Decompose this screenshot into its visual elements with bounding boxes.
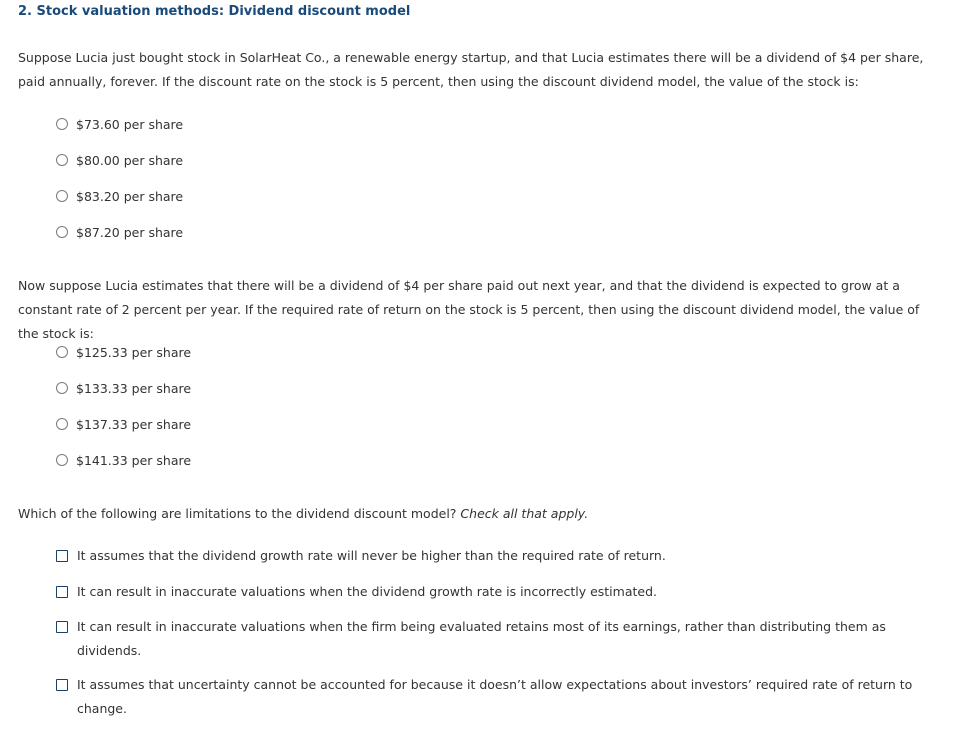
option-label: It can result in inaccurate valuations when the dividend growth rate is incorrectly estimated. xyxy=(77,584,657,599)
option-label: $133.33 per share xyxy=(76,380,192,396)
part1-prompt: Suppose Lucia just bought stock in SolarHeat Co., a renewable energy startup, and that Lucia estimates there will be a dividend of $4 per share, paid annually, forever. If the discount rate on the stock is 5 percent, then using the discount dividend model, the value of the stock is: xyxy=(18,50,924,89)
radio-button[interactable] xyxy=(56,454,68,466)
part3-prompt xyxy=(18,502,933,526)
radio-button[interactable] xyxy=(56,154,68,166)
part2-option-3[interactable] xyxy=(56,415,191,433)
part2-option-2[interactable] xyxy=(56,379,191,397)
part1-option-4[interactable] xyxy=(56,223,183,241)
part2-option-4[interactable] xyxy=(56,451,191,469)
option-label: $83.20 per share xyxy=(76,188,184,204)
part3-option-1[interactable] xyxy=(56,544,916,568)
option-label: It assumes that uncertainty cannot be accounted for because it doesn’t allow expectations about investors’ required rate of return to change. xyxy=(77,677,913,716)
option-label: $125.33 per share xyxy=(76,344,192,360)
option-label: $137.33 per share xyxy=(76,416,192,432)
part2-prompt: Now suppose Lucia estimates that there will be a dividend of $4 per share paid out next year, and that the dividend is expected to grow at a constant rate of 2 percent per year. If the required rate of return on the stock is 5 percent, then using the discount dividend model, the value of the stock is: xyxy=(18,278,920,341)
radio-button[interactable] xyxy=(56,382,68,394)
part1-option-2[interactable] xyxy=(56,151,183,169)
part3-instruction: Check all that apply. xyxy=(460,506,589,521)
checkbox[interactable] xyxy=(56,550,68,562)
option-label: $87.20 per share xyxy=(76,224,184,240)
radio-button[interactable] xyxy=(56,118,68,130)
option-label: $141.33 per share xyxy=(76,452,192,468)
part3-option-3[interactable] xyxy=(56,615,916,663)
part1-option-1[interactable] xyxy=(56,115,183,133)
option-label: It assumes that the dividend growth rate will never be higher than the required rate of return. xyxy=(77,548,666,563)
option-label: It can result in inaccurate valuations when the firm being evaluated retains most of its earnings, rather than distributing them as dividends. xyxy=(77,619,886,658)
checkbox[interactable] xyxy=(56,621,68,633)
option-label: $80.00 per share xyxy=(76,152,184,168)
radio-button[interactable] xyxy=(56,226,68,238)
part2-option-1[interactable] xyxy=(56,343,191,361)
checkbox[interactable] xyxy=(56,586,68,598)
part3-option-4[interactable] xyxy=(56,673,916,721)
part3-prompt-text: Which of the following are limitations to the dividend discount model? xyxy=(18,506,457,521)
radio-button[interactable] xyxy=(56,346,68,358)
part1-option-3[interactable] xyxy=(56,187,183,205)
question-title: 2. Stock valuation methods: Dividend discount model xyxy=(18,4,411,19)
option-label: $73.60 per share xyxy=(76,116,184,132)
radio-button[interactable] xyxy=(56,418,68,430)
radio-button[interactable] xyxy=(56,190,68,202)
part3-option-2[interactable] xyxy=(56,580,916,604)
checkbox[interactable] xyxy=(56,679,68,691)
